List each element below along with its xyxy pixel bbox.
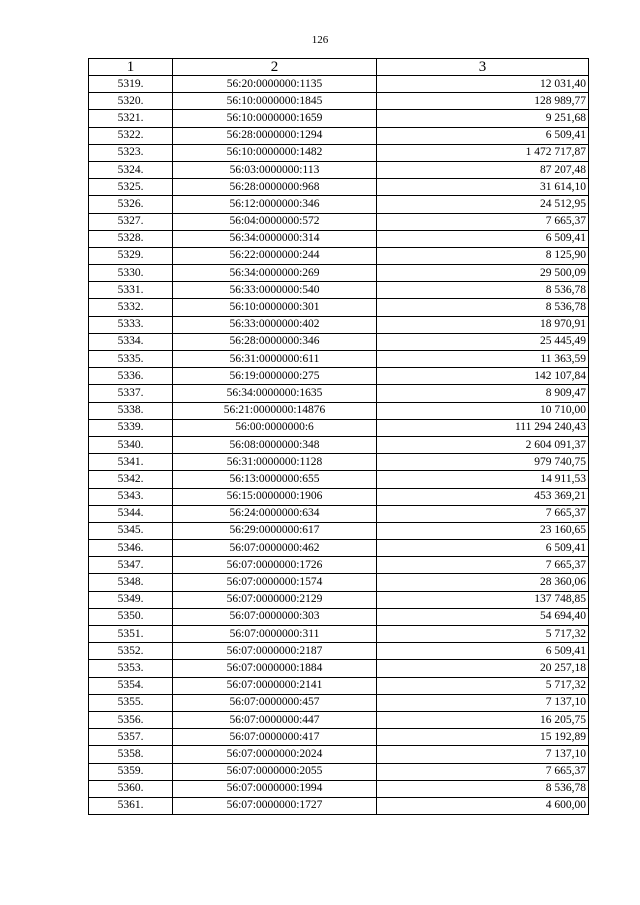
amount-cell: 8 536,78 — [377, 299, 589, 316]
cadastral-number-cell: 56:07:0000000:2055 — [173, 763, 377, 780]
amount-cell: 7 665,37 — [377, 213, 589, 230]
table-row — [89, 213, 589, 230]
amount-cell: 7 665,37 — [377, 763, 589, 780]
cadastral-number-cell: 56:24:0000000:634 — [173, 505, 377, 522]
table-row — [89, 505, 589, 522]
row-number-cell: 5352. — [89, 643, 173, 660]
row-number-cell: 5320. — [89, 93, 173, 110]
column-header-1: 1 — [89, 59, 173, 76]
cadastral-number-cell: 56:07:0000000:1884 — [173, 660, 377, 677]
table-row — [89, 608, 589, 625]
row-number-cell: 5338. — [89, 402, 173, 419]
row-number-cell: 5332. — [89, 299, 173, 316]
table-row — [89, 677, 589, 694]
table-row — [89, 488, 589, 505]
cadastral-number-cell: 56:29:0000000:617 — [173, 522, 377, 539]
table-row — [89, 522, 589, 539]
table-row — [89, 247, 589, 264]
amount-cell: 9 251,68 — [377, 110, 589, 127]
table-row — [89, 419, 589, 436]
amount-cell: 24 512,95 — [377, 196, 589, 213]
row-number-cell: 5360. — [89, 780, 173, 797]
amount-cell: 87 207,48 — [377, 161, 589, 178]
amount-cell: 8 536,78 — [377, 282, 589, 299]
cadastral-number-cell: 56:28:0000000:968 — [173, 179, 377, 196]
row-number-cell: 5324. — [89, 161, 173, 178]
row-number-cell: 5325. — [89, 179, 173, 196]
cadastral-number-cell: 56:10:0000000:1482 — [173, 144, 377, 161]
cadastral-number-cell: 56:12:0000000:346 — [173, 196, 377, 213]
amount-cell: 4 600,00 — [377, 797, 589, 814]
amount-cell: 142 107,84 — [377, 368, 589, 385]
cadastral-number-cell: 56:07:0000000:1726 — [173, 557, 377, 574]
cadastral-number-cell: 56:34:0000000:1635 — [173, 385, 377, 402]
table-header-row — [89, 59, 589, 76]
cadastral-number-cell: 56:07:0000000:303 — [173, 608, 377, 625]
cadastral-number-cell: 56:10:0000000:301 — [173, 299, 377, 316]
amount-cell: 10 710,00 — [377, 402, 589, 419]
cadastral-number-cell: 56:31:0000000:1128 — [173, 454, 377, 471]
row-number-cell: 5354. — [89, 677, 173, 694]
amount-cell: 16 205,75 — [377, 711, 589, 728]
table-row — [89, 746, 589, 763]
amount-cell: 28 360,06 — [377, 574, 589, 591]
table-row — [89, 626, 589, 643]
table-row — [89, 333, 589, 350]
table-row — [89, 316, 589, 333]
column-header-3: 3 — [377, 59, 589, 76]
table-row — [89, 471, 589, 488]
amount-cell: 7 137,10 — [377, 746, 589, 763]
amount-cell: 7 665,37 — [377, 505, 589, 522]
cadastral-number-cell: 56:28:0000000:346 — [173, 333, 377, 350]
cadastral-number-cell: 56:08:0000000:348 — [173, 436, 377, 453]
amount-cell: 2 604 091,37 — [377, 436, 589, 453]
row-number-cell: 5348. — [89, 574, 173, 591]
amount-cell: 14 911,53 — [377, 471, 589, 488]
table-row — [89, 265, 589, 282]
row-number-cell: 5361. — [89, 797, 173, 814]
cadastral-number-cell: 56:07:0000000:2141 — [173, 677, 377, 694]
table-row — [89, 299, 589, 316]
row-number-cell: 5359. — [89, 763, 173, 780]
table-row — [89, 179, 589, 196]
column-header-2: 2 — [173, 59, 377, 76]
amount-cell: 8 125,90 — [377, 247, 589, 264]
row-number-cell: 5343. — [89, 488, 173, 505]
cadastral-number-cell: 56:19:0000000:275 — [173, 368, 377, 385]
row-number-cell: 5326. — [89, 196, 173, 213]
table-row — [89, 643, 589, 660]
cadastral-number-cell: 56:10:0000000:1659 — [173, 110, 377, 127]
amount-cell: 1 472 717,87 — [377, 144, 589, 161]
cadastral-number-cell: 56:07:0000000:1994 — [173, 780, 377, 797]
table-row — [89, 557, 589, 574]
page-number: 126 — [311, 34, 329, 46]
row-number-cell: 5355. — [89, 694, 173, 711]
table-row — [89, 385, 589, 402]
amount-cell: 25 445,49 — [377, 333, 589, 350]
cadastral-number-cell: 56:03:0000000:113 — [173, 161, 377, 178]
cadastral-number-cell: 56:13:0000000:655 — [173, 471, 377, 488]
amount-cell: 18 970,91 — [377, 316, 589, 333]
table-row — [89, 436, 589, 453]
cadastral-number-cell: 56:21:0000000:14876 — [173, 402, 377, 419]
row-number-cell: 5347. — [89, 557, 173, 574]
row-number-cell: 5342. — [89, 471, 173, 488]
amount-cell: 111 294 240,43 — [377, 419, 589, 436]
amount-cell: 6 509,41 — [377, 540, 589, 557]
amount-cell: 7 137,10 — [377, 694, 589, 711]
row-number-cell: 5323. — [89, 144, 173, 161]
amount-cell: 7 665,37 — [377, 557, 589, 574]
table-row — [89, 763, 589, 780]
table-body — [89, 76, 589, 815]
amount-cell: 29 500,09 — [377, 265, 589, 282]
cadastral-number-cell: 56:04:0000000:572 — [173, 213, 377, 230]
amount-cell: 979 740,75 — [377, 454, 589, 471]
row-number-cell: 5322. — [89, 127, 173, 144]
row-number-cell: 5345. — [89, 522, 173, 539]
cadastral-number-cell: 56:28:0000000:1294 — [173, 127, 377, 144]
table-row — [89, 694, 589, 711]
amount-cell: 6 509,41 — [377, 230, 589, 247]
row-number-cell: 5328. — [89, 230, 173, 247]
table-row — [89, 93, 589, 110]
row-number-cell: 5337. — [89, 385, 173, 402]
cadastral-number-cell: 56:34:0000000:314 — [173, 230, 377, 247]
table-row — [89, 540, 589, 557]
table-row — [89, 780, 589, 797]
row-number-cell: 5339. — [89, 419, 173, 436]
table-row — [89, 368, 589, 385]
row-number-cell: 5330. — [89, 265, 173, 282]
amount-cell: 453 369,21 — [377, 488, 589, 505]
amount-cell: 54 694,40 — [377, 608, 589, 625]
row-number-cell: 5335. — [89, 351, 173, 368]
cadastral-number-cell: 56:07:0000000:417 — [173, 729, 377, 746]
row-number-cell: 5321. — [89, 110, 173, 127]
amount-cell: 11 363,59 — [377, 351, 589, 368]
row-number-cell: 5331. — [89, 282, 173, 299]
cadastral-number-cell: 56:00:0000000:6 — [173, 419, 377, 436]
row-number-cell: 5319. — [89, 76, 173, 93]
table-row — [89, 591, 589, 608]
row-number-cell: 5358. — [89, 746, 173, 763]
row-number-cell: 5344. — [89, 505, 173, 522]
row-number-cell: 5327. — [89, 213, 173, 230]
cadastral-number-cell: 56:31:0000000:611 — [173, 351, 377, 368]
row-number-cell: 5351. — [89, 626, 173, 643]
table-row — [89, 660, 589, 677]
table-row — [89, 161, 589, 178]
row-number-cell: 5353. — [89, 660, 173, 677]
row-number-cell: 5346. — [89, 540, 173, 557]
amount-cell: 8 536,78 — [377, 780, 589, 797]
amount-cell: 137 748,85 — [377, 591, 589, 608]
cadastral-number-cell: 56:07:0000000:1727 — [173, 797, 377, 814]
amount-cell: 8 909,47 — [377, 385, 589, 402]
table-row — [89, 351, 589, 368]
cadastral-number-cell: 56:15:0000000:1906 — [173, 488, 377, 505]
table-row — [89, 110, 589, 127]
cadastral-number-cell: 56:07:0000000:2024 — [173, 746, 377, 763]
table-row — [89, 711, 589, 728]
table-header — [89, 59, 589, 76]
amount-cell: 15 192,89 — [377, 729, 589, 746]
row-number-cell: 5350. — [89, 608, 173, 625]
table-row — [89, 196, 589, 213]
table-row — [89, 144, 589, 161]
cadastral-number-cell: 56:07:0000000:462 — [173, 540, 377, 557]
table-row — [89, 127, 589, 144]
row-number-cell: 5341. — [89, 454, 173, 471]
table-row — [89, 282, 589, 299]
row-number-cell: 5329. — [89, 247, 173, 264]
cadastral-number-cell: 56:07:0000000:2129 — [173, 591, 377, 608]
row-number-cell: 5357. — [89, 729, 173, 746]
cadastral-number-cell: 56:07:0000000:2187 — [173, 643, 377, 660]
cadastral-number-cell: 56:07:0000000:1574 — [173, 574, 377, 591]
row-number-cell: 5356. — [89, 711, 173, 728]
table-row — [89, 574, 589, 591]
row-number-cell: 5333. — [89, 316, 173, 333]
cadastral-number-cell: 56:33:0000000:540 — [173, 282, 377, 299]
amount-cell: 5 717,32 — [377, 626, 589, 643]
amount-cell: 128 989,77 — [377, 93, 589, 110]
row-number-cell: 5334. — [89, 333, 173, 350]
table-row — [89, 402, 589, 419]
amount-cell: 31 614,10 — [377, 179, 589, 196]
table-row — [89, 76, 589, 93]
amount-cell: 23 160,65 — [377, 522, 589, 539]
cadastral-number-cell: 56:07:0000000:311 — [173, 626, 377, 643]
cadastral-number-cell: 56:07:0000000:447 — [173, 711, 377, 728]
cadastral-number-cell: 56:10:0000000:1845 — [173, 93, 377, 110]
cadastral-number-cell: 56:34:0000000:269 — [173, 265, 377, 282]
amount-cell: 6 509,41 — [377, 127, 589, 144]
amount-cell: 5 717,32 — [377, 677, 589, 694]
row-number-cell: 5349. — [89, 591, 173, 608]
cadastral-number-cell: 56:22:0000000:244 — [173, 247, 377, 264]
table-row — [89, 797, 589, 814]
data-table — [88, 58, 589, 815]
amount-cell: 12 031,40 — [377, 76, 589, 93]
table-row — [89, 729, 589, 746]
cadastral-number-cell: 56:07:0000000:457 — [173, 694, 377, 711]
table-row — [89, 454, 589, 471]
cadastral-number-cell: 56:20:0000000:1135 — [173, 76, 377, 93]
amount-cell: 6 509,41 — [377, 643, 589, 660]
table-row — [89, 230, 589, 247]
row-number-cell: 5340. — [89, 436, 173, 453]
cadastral-number-cell: 56:33:0000000:402 — [173, 316, 377, 333]
row-number-cell: 5336. — [89, 368, 173, 385]
amount-cell: 20 257,18 — [377, 660, 589, 677]
